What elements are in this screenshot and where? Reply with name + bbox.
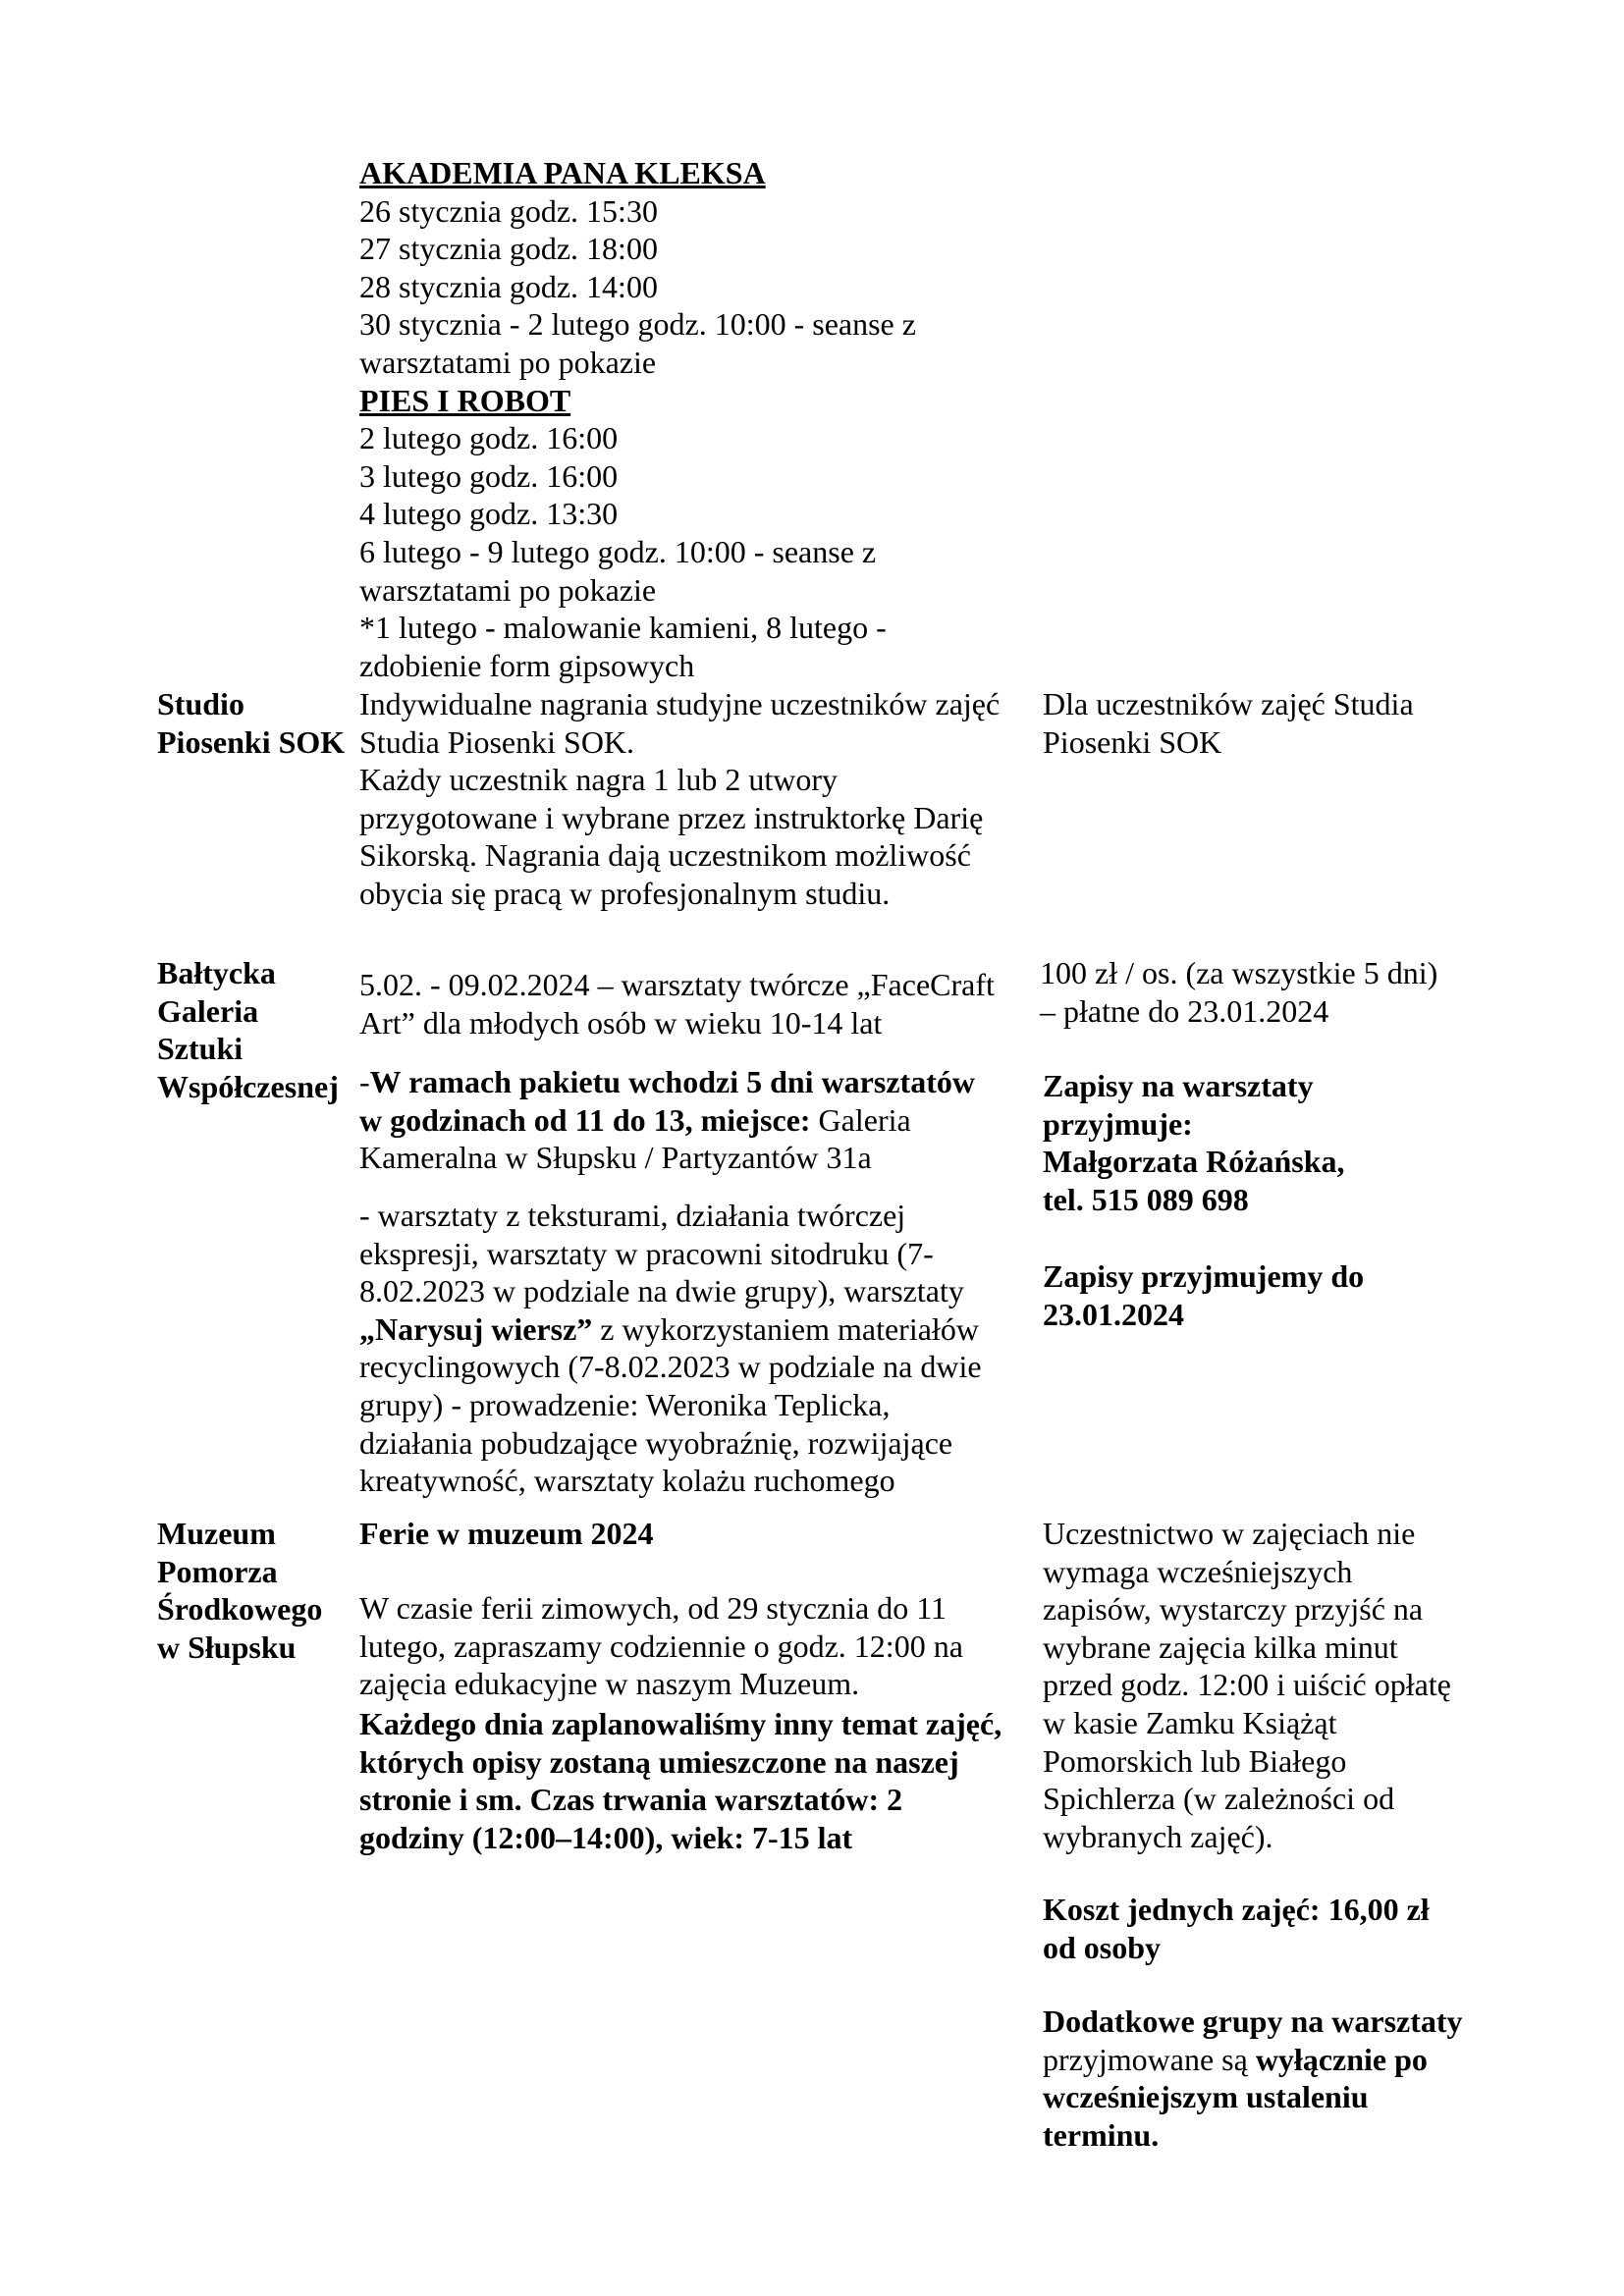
- cost-line: od osoby: [1043, 1929, 1162, 1965]
- studio-info-line: Dla uczestników zajęć Studia: [1043, 686, 1414, 721]
- workshops-line: - warsztaty z teksturami, działania twórczej: [359, 1198, 906, 1233]
- museum-title: [359, 1515, 1037, 1553]
- museum-intro-line: zajęcia edukacyjne w naszym Muzeum.: [359, 1666, 860, 1702]
- price-line: 100 zł / os. (za wszystkie 5 dni): [1040, 955, 1438, 990]
- gallery-signup: [1043, 1067, 1494, 1218]
- package-line: W ramach pakietu wchodzi 5 dni warsztatów: [369, 1064, 975, 1099]
- film-note: *1 lutego - malowanie kamieni, 8 lutego -: [359, 610, 887, 646]
- cost-line: Koszt jednych zajęć: 16,00 zł: [1043, 1892, 1430, 1927]
- signup-phone: tel. 515 089 698: [1043, 1181, 1249, 1217]
- workshops-line: recyclingowych (7-8.02.2023 w podziale na dwie: [359, 1349, 982, 1385]
- museum-name-line: Pomorza: [157, 1553, 278, 1589]
- participation-line: w kasie Zamku Książąt: [1043, 1704, 1337, 1740]
- participation-line: Pomorskich lub Białego: [1043, 1742, 1347, 1779]
- participation-line: Uczestnictwo w zajęciach nie: [1043, 1516, 1416, 1551]
- studio-desc-line: Indywidualne nagrania studyjne uczestników zajęć: [359, 686, 1001, 721]
- museum-participation: [1043, 1515, 1494, 1855]
- museum-detail-line: godziny (12:00–14:00), wiek: 7-15 lat: [359, 1819, 853, 1855]
- signup-line: przyjmuje:: [1043, 1105, 1193, 1142]
- signup-contact-name: Małgorzata Różańska,: [1043, 1144, 1345, 1180]
- participation-line: przed godz. 12:00 i uiścić opłatę: [1043, 1667, 1451, 1703]
- gallery-name: [157, 954, 358, 1105]
- participation-line: wybrane zajęcia kilka minut: [1043, 1629, 1398, 1665]
- studio-name: [157, 685, 358, 761]
- film-title-akademia: AKADEMIA PANA KLEKSA: [359, 155, 766, 190]
- participation-line: wybranych zajęć).: [1043, 1818, 1273, 1854]
- price-line: – płatne do 23.01.2024: [1040, 992, 1329, 1029]
- museum-name-line: Muzeum: [157, 1516, 276, 1551]
- workshops-line: ekspresji, warsztaty w pracowni sitodruku (7-: [359, 1235, 934, 1271]
- museum-intro-line: lutego, zapraszamy codziennie o godz. 12:00 na: [359, 1628, 963, 1664]
- gallery-deadline: [1043, 1257, 1494, 1333]
- gallery-name-line: Sztuki: [157, 1031, 244, 1067]
- film-date: warsztatami po pokazie: [359, 571, 657, 608]
- cinema-section: [359, 154, 1037, 684]
- studio-info-line: Piosenki SOK: [1043, 723, 1222, 760]
- gallery-name-line: Bałtycka: [157, 955, 276, 990]
- gallery-name-line: Współczesnej: [157, 1068, 339, 1104]
- studio-name-line: Piosenki SOK: [157, 723, 346, 760]
- workshops-line: grupy) - prowadzenie: Weronika Teplicka,: [359, 1386, 891, 1422]
- museum-intro: [359, 1589, 1037, 1703]
- film-date: 6 lutego - 9 lutego godz. 10:00 - seanse z: [359, 533, 877, 569]
- film-title-pies-i-robot: PIES I ROBOT: [359, 382, 571, 418]
- gallery-price: [1040, 954, 1491, 1030]
- museum-name-line: w Słupsku: [157, 1629, 297, 1665]
- film-note: zdobienie form gipsowych: [359, 647, 695, 683]
- museum-detail-line: których opisy zostaną umieszczone na naszej: [359, 1743, 959, 1780]
- dash: -: [359, 1064, 370, 1099]
- film-date: 2 lutego godz. 16:00: [359, 420, 619, 456]
- museum-details: [359, 1705, 1037, 1856]
- gallery-intro-line: Art” dla młodych osób w wieku 10-14 lat: [359, 1004, 883, 1041]
- gallery-package: [359, 1063, 1037, 1177]
- workshops-line: kreatywność, warsztaty kolażu ruchomego: [359, 1463, 895, 1499]
- studio-desc-line: obycia się pracą w profesjonalnym studiu.: [359, 875, 891, 911]
- museum-event-title: Ferie w muzeum 2024: [359, 1516, 654, 1551]
- workshops-line: z wykorzystaniem materiałów: [592, 1310, 979, 1347]
- participation-line: wymaga wcześniejszych: [1043, 1553, 1353, 1589]
- studio-description: [359, 685, 1037, 913]
- package-line: w godzinach od 11 do 13, miejsce:: [359, 1101, 811, 1138]
- studio-desc-line: Sikorską. Nagrania dają uczestnikom możliwość: [359, 837, 971, 874]
- groups-line: Dodatkowe grupy na warsztaty: [1043, 2003, 1463, 2039]
- film-date: 4 lutego godz. 13:30: [359, 496, 619, 532]
- participation-line: Spichlerza (w zależności od: [1043, 1781, 1395, 1817]
- signup-line: Zapisy na warsztaty: [1043, 1068, 1314, 1103]
- gallery-workshops: [359, 1197, 1037, 1500]
- museum-detail-line: stronie i sm. Czas trwania warsztatów: 2: [359, 1782, 903, 1818]
- museum-cost: [1043, 1891, 1494, 1966]
- workshop-title: „Narysuj wiersz”: [359, 1310, 593, 1347]
- deadline-line: 23.01.2024: [1043, 1296, 1184, 1332]
- package-line: Kameralna w Słupsku / Partyzantów 31a: [359, 1140, 872, 1176]
- gallery-intro: [359, 966, 1037, 1041]
- film-date: warsztatami po pokazie: [359, 344, 657, 380]
- studio-desc-line: Studia Piosenki SOK.: [359, 723, 635, 760]
- deadline-line: Zapisy przyjmujemy do: [1043, 1258, 1365, 1294]
- film-date: 3 lutego godz. 16:00: [359, 457, 619, 494]
- groups-line: wyłącznie po: [1255, 2041, 1428, 2077]
- groups-line: wcześniejszym ustaleniu: [1043, 2079, 1369, 2115]
- participation-line: zapisów, wystarczy przyjść na: [1043, 1591, 1424, 1628]
- workshops-line: działania pobudzające wyobraźnię, rozwijające: [359, 1424, 953, 1461]
- studio-name-line: Studio: [157, 686, 244, 721]
- gallery-name-line: Galeria: [157, 992, 259, 1029]
- gallery-intro-line: 5.02. - 09.02.2024 – warsztaty twórcze „FaceCraft: [359, 967, 995, 1002]
- museum-detail-line: Każdego dnia zaplanowaliśmy inny temat zajęć,: [359, 1706, 1002, 1741]
- studio-info: [1043, 685, 1494, 761]
- workshops-line: 8.02.2023 w podziale na dwie grupy), warsztaty: [359, 1273, 964, 1309]
- package-line: Galeria: [810, 1101, 911, 1138]
- film-date: 28 stycznia godz. 14:00: [359, 268, 658, 304]
- film-date: 30 stycznia - 2 lutego godz. 10:00 - seanse z: [359, 306, 916, 343]
- museum-groups: [1043, 2002, 1494, 2154]
- film-date: 27 stycznia godz. 18:00: [359, 231, 658, 267]
- studio-desc-line: Każdy uczestnik nagra 1 lub 2 utwory: [359, 762, 838, 798]
- museum-name-line: Środkowego: [157, 1591, 323, 1628]
- groups-line: przyjmowane są: [1043, 2041, 1256, 2077]
- studio-desc-line: przygotowane i wybrane przez instruktorkę Darię: [359, 799, 984, 835]
- film-date: 26 stycznia godz. 15:30: [359, 192, 658, 229]
- museum-intro-line: W czasie ferii zimowych, od 29 stycznia do 11: [359, 1590, 947, 1626]
- groups-line: terminu.: [1043, 2116, 1160, 2153]
- museum-name: [157, 1515, 358, 1666]
